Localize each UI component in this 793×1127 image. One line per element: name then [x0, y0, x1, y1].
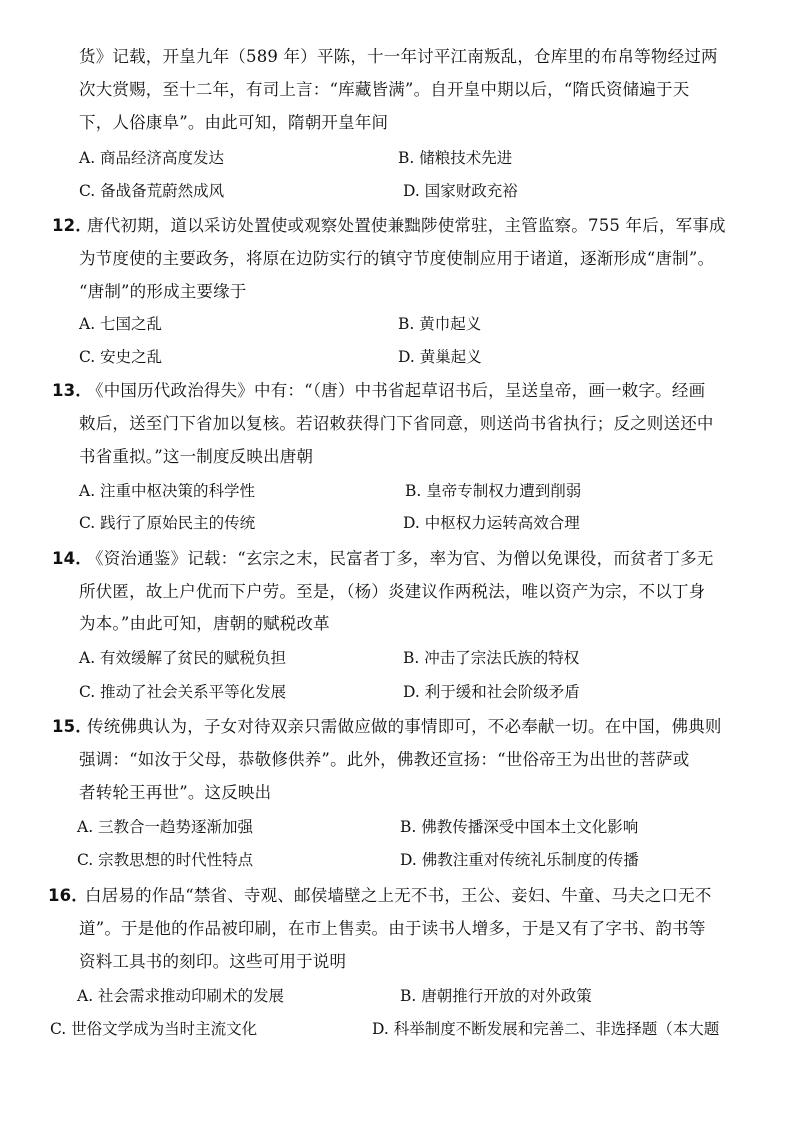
- question-16-option-a: A. 社会需求推动印刷术的发展: [77, 987, 285, 1005]
- question-12-line-1: 唐代初期，道以采访处置使或观察处置使兼黜陟使常驻，主管监察。755 年后，军事成: [87, 216, 726, 235]
- question-11-option-b: B. 储粮技术先进: [398, 149, 513, 167]
- question-15-number: 15．: [52, 717, 93, 736]
- question-11-option-c: C. 备战备荒蔚然成风: [79, 182, 225, 200]
- question-12-option-a: A. 七国之乱: [79, 315, 163, 333]
- question-11-option-d: D. 国家财政充裕: [403, 182, 518, 200]
- question-13-option-d: D. 中枢权力运转高效合理: [403, 514, 580, 532]
- question-16-line-1: 白居易的作品“禁省、寺观、邮侯墙壁之上无不书，王公、妾妇、牛童、马夫之口无不: [85, 886, 712, 905]
- question-11-option-a: A. 商品经济高度发达: [79, 149, 225, 167]
- question-13-line-1: 《中国历代政治得失》中有：“（唐）中书省起草诏书后，呈送皇帝，画一敕字。经画: [87, 381, 706, 400]
- question-11-line-3: 下，人俗康阜”。由此可知，隋朝开皇年间: [79, 113, 389, 132]
- question-14-option-a: A. 有效缓解了贫民的赋税负担: [79, 649, 287, 667]
- question-15-line-1: 传统佛典认为，子女对待双亲只需做应做的事情即可，不必奉献一切。在中国，佛典则: [87, 717, 722, 736]
- question-14-line-2: 所伏匿，故上户优而下户劳。至是，（杨）炎建议作两税法，唯以资产为宗，不以丁身: [79, 582, 706, 601]
- question-13-option-c: C. 践行了原始民主的传统: [79, 514, 256, 532]
- question-13-option-b: B. 皇帝专制权力遭到削弱: [405, 482, 582, 500]
- question-15-line-3: 者转轮王再世”。这反映出: [79, 783, 272, 802]
- question-15-option-a: A. 三教合一趋势逐渐加强: [77, 818, 254, 836]
- question-11-line-1: 货》记载，开皇九年（589 年）平陈，十一年讨平江南叛乱，仓库里的布帛等物经过两: [79, 47, 718, 66]
- question-15-option-c: C. 宗教思想的时代性特点: [77, 851, 254, 869]
- question-16-option-b: B. 唐朝推行开放的对外政策: [400, 987, 592, 1005]
- question-14-option-b: B. 冲击了宗法氏族的特权: [403, 649, 580, 667]
- question-16-number: 16．: [48, 886, 89, 905]
- question-12-option-b: B. 黄巾起义: [398, 315, 482, 333]
- question-16-option-c: C. 世俗文学成为当时主流文化: [50, 1020, 258, 1038]
- question-14-number: 14．: [52, 549, 93, 568]
- question-15-option-b: B. 佛教传播深受中国本土文化影响: [400, 818, 639, 836]
- question-15-line-2: 强调：“如汝于父母，恭敬修供养”。此外，佛教还宣扬：“世俗帝王为出世的菩萨或: [79, 750, 690, 769]
- question-12-number: 12．: [52, 216, 93, 235]
- question-13-option-a: A. 注重中枢决策的科学性: [79, 482, 256, 500]
- question-12-line-3: “唐制”的形成主要缘于: [79, 282, 247, 301]
- question-14-line-1: 《资治通鉴》记载：“玄宗之末，民富者丁多，率为官、为僧以免课役，而贫者丁多无: [87, 549, 714, 568]
- question-14-option-c: C. 推动了社会关系平等化发展: [79, 683, 287, 701]
- question-13-line-3: 书省重拟。”这一制度反映出唐朝: [79, 447, 314, 466]
- question-14-line-3: 为本。”由此可知，唐朝的赋税改革: [79, 614, 330, 633]
- question-13-line-2: 敕后，送至门下省加以复核。若诏敕获得门下省同意，则送尚书省执行；反之则送还中: [79, 414, 714, 433]
- question-11-line-2: 次大赏赐，至十二年，有司上言：“库藏皆满”。自开皇中期以后，“隋氏资储遍于天: [79, 80, 690, 99]
- question-16-option-d: D. 科举制度不断发展和完善二、非选择题（本大题: [372, 1020, 720, 1038]
- question-15-option-d: D. 佛教注重对传统礼乐制度的传播: [400, 851, 639, 869]
- question-14-option-d: D. 利于缓和社会阶级矛盾: [403, 683, 580, 701]
- question-16-line-3: 资料工具书的刻印。这些可用于说明: [79, 952, 347, 971]
- question-12-option-c: C. 安史之乱: [79, 348, 163, 366]
- question-12-option-d: D. 黄巢起义: [398, 348, 482, 366]
- question-12-line-2: 为节度使的主要政务，将原在边防实行的镇守节度使制应用于诸道，逐渐形成“唐制”。: [79, 249, 715, 268]
- question-16-line-2: 道”。于是他的作品被印刷，在市上售卖。由于读书人增多，于是又有了字书、韵书等: [79, 919, 706, 938]
- question-13-number: 13．: [52, 381, 93, 400]
